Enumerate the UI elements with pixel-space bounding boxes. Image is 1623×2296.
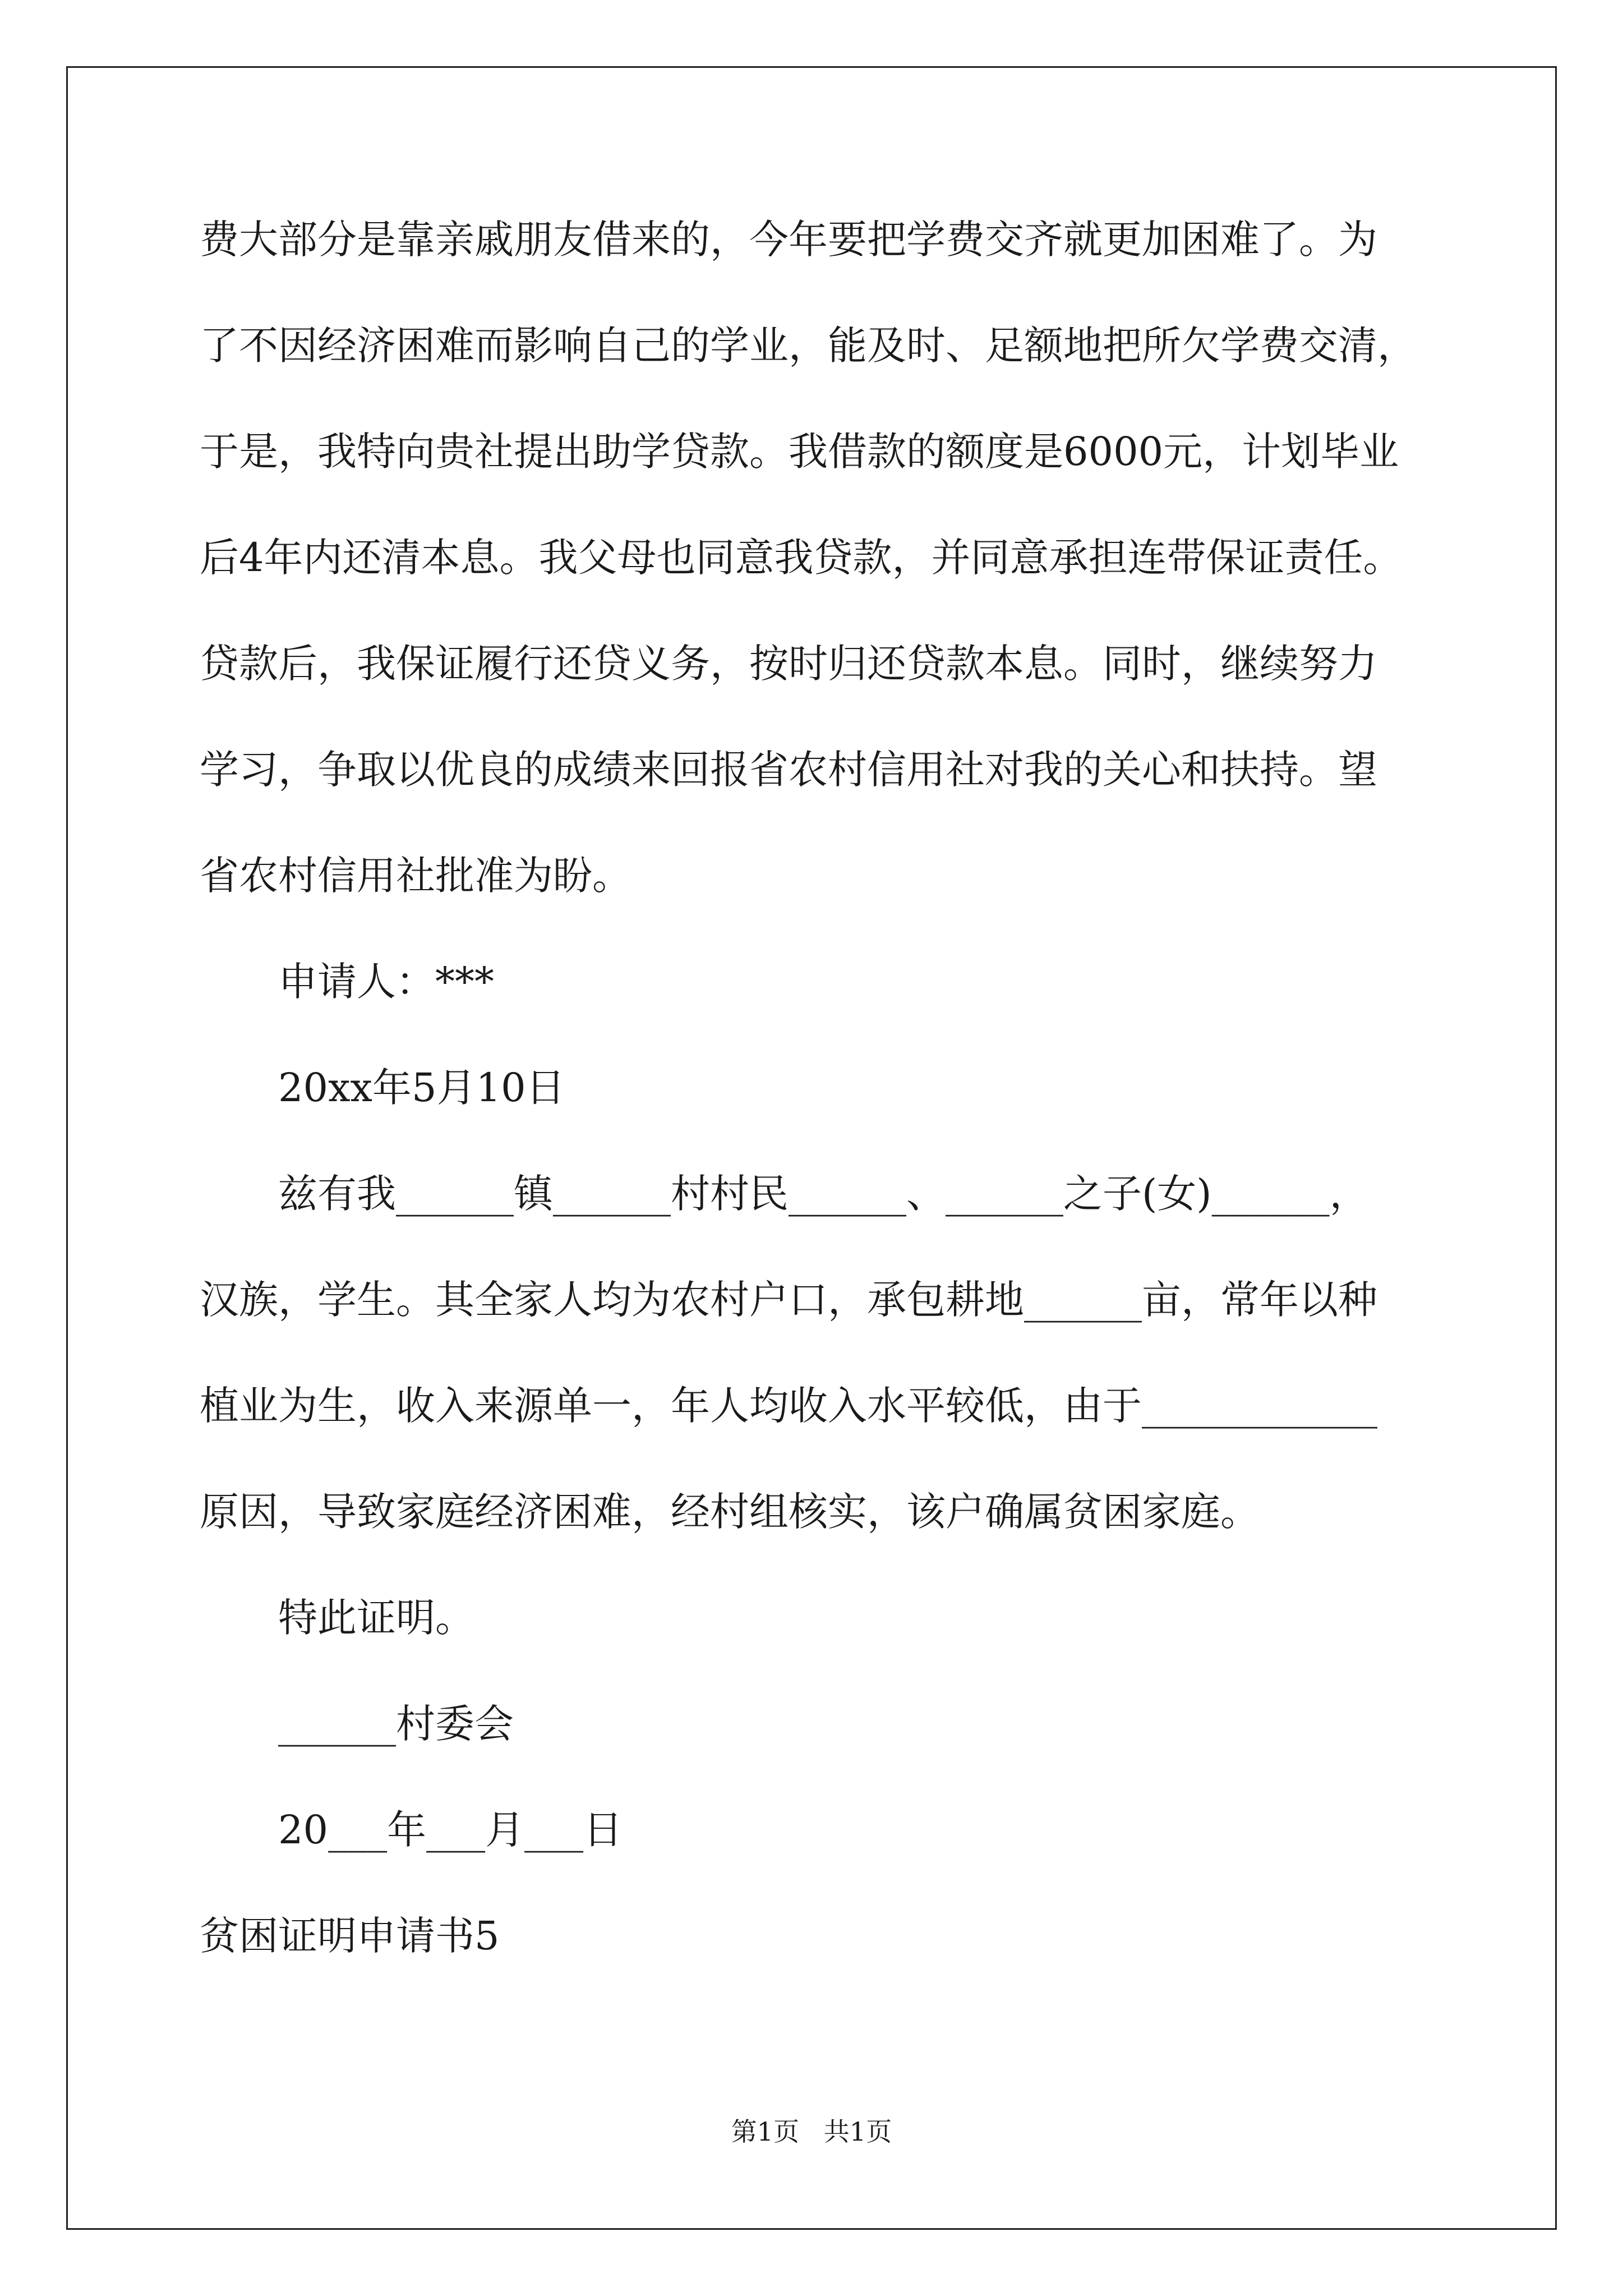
certification-statement: 特此证明。 bbox=[278, 1595, 474, 1641]
text-line-5: 贷款后，我保证履行还贷义务，按时归还贷款本息。同时，继续努力 bbox=[200, 641, 1377, 687]
section-heading: 贫困证明申请书5 bbox=[200, 1913, 500, 1959]
text-line-7: 省农村信用社批准为盼。 bbox=[200, 853, 631, 899]
certificate-line-2: 汉族，学生。其全家人均为农村户口，承包耕地______亩，常年以种 bbox=[200, 1277, 1377, 1323]
certificate-date: 20___年___月___日 bbox=[278, 1807, 623, 1853]
application-date: 20xx年5月10日 bbox=[278, 1065, 565, 1111]
text-line-1: 费大部分是靠亲戚朋友借来的，今年要把学费交齐就更加困难了。为 bbox=[200, 217, 1377, 263]
certificate-line-3: 植业为生，收入来源单一，年人均收入水平较低，由于____________ bbox=[200, 1383, 1377, 1429]
village-committee: ______村委会 bbox=[278, 1701, 514, 1747]
text-line-3: 于是，我特向贵社提出助学贷款。我借款的额度是6000元，计划毕业 bbox=[200, 429, 1399, 475]
applicant-line: 申请人：*** bbox=[278, 959, 494, 1005]
certificate-line-4: 原因，导致家庭经济困难，经村组核实，该户确属贫困家庭。 bbox=[200, 1489, 1260, 1535]
text-line-6: 学习，争取以优良的成绩来回报省农村信用社对我的关心和扶持。望 bbox=[200, 747, 1377, 793]
document-body bbox=[200, 213, 1433, 2016]
certificate-line-1: 兹有我______镇______村村民______、______之子(女)______， bbox=[278, 1171, 1369, 1217]
text-line-4: 后4年内还清本息。我父母也同意我贷款，并同意承担连带保证责任。 bbox=[200, 535, 1403, 581]
text-line-2: 了不因经济困难而影响自己的学业，能及时、足额地把所欠学费交清， bbox=[200, 323, 1417, 369]
page-footer: 第1页 共1页 bbox=[731, 2116, 892, 2147]
